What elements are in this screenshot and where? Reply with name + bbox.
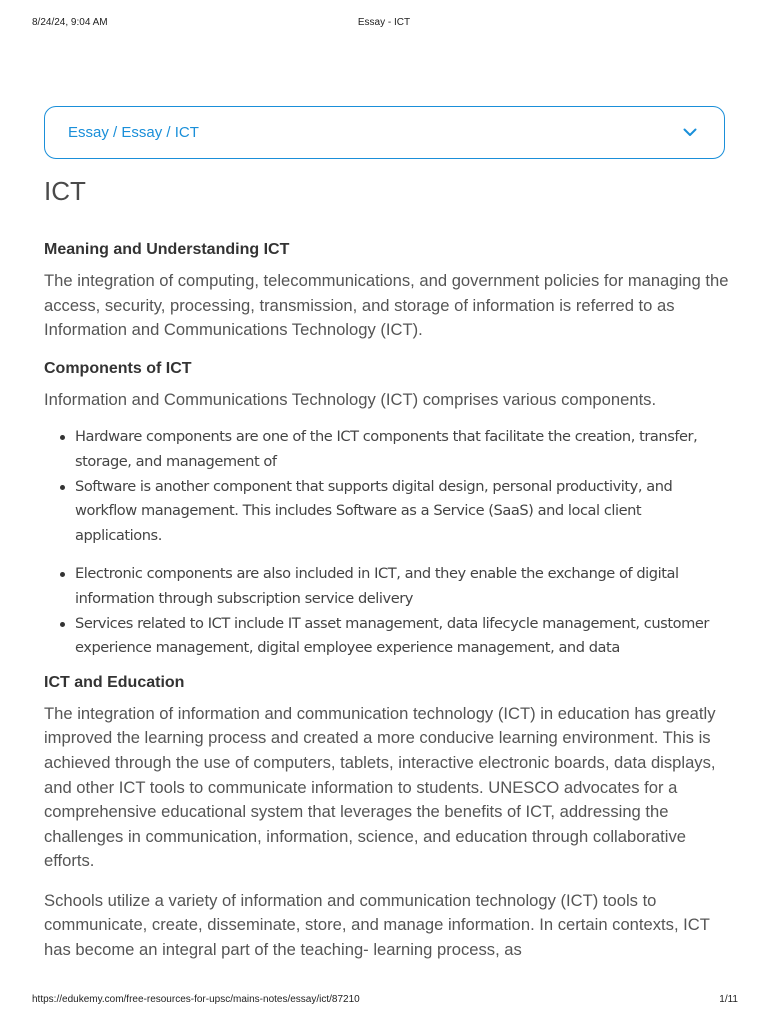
print-doc-title: Essay - ICT	[357, 17, 411, 28]
print-header	[0, 17, 768, 31]
print-url: https://edukemy.com/free-resources-for-upsc/mains-notes/essay/ict/87210	[32, 994, 360, 1005]
list-item: Hardware components are one of the ICT components that facilitate the creation, transfer, storage, and management of	[58, 425, 729, 474]
paragraph-meaning: The integration of computing, telecommunications, and government policies for managing the access, security, processing, transmission, and storage of information is referred to as Information and Communications Technology (ICT).	[44, 271, 729, 340]
page-title: ICT	[44, 176, 86, 206]
components-list	[58, 425, 729, 548]
page-number: 1/11	[719, 994, 738, 1005]
print-datetime: 8/24/24, 9:04 AM	[32, 17, 108, 28]
article-body	[44, 238, 729, 963]
components-list	[58, 562, 729, 660]
paragraph-education: Schools utilize a variety of information and communication technology (ICT) tools to communicate, create, disseminate, store, and manage information. In certain contexts, ICT has become an integral part of the teaching- learning process, as	[44, 890, 710, 960]
breadcrumb[interactable]: Essay / Essay / ICT	[68, 124, 199, 141]
list-item: Services related to ICT include IT asset management, data lifecycle management, customer experience management, digital employee experience management, and data	[58, 612, 729, 661]
paragraph-education: The integration of information and communication technology (ICT) in education has greatly improved the learning process and created a more conducive learning environment. This is achieved through the use of computers, tablets, interactive electronic boards, data displays, and other ICT tools to communicate information to students. UNESCO advocates for a comprehensive educational system that leverages the benefits of ICT, addressing the challenges in communication, information, science, and education through collaborative efforts.	[44, 703, 716, 871]
paragraph-components-intro: Information and Communications Technology (ICT) comprises various components.	[44, 389, 657, 409]
list-item: Software is another component that supports digital design, personal productivity, and workflow management. This includes Software as a Service (SaaS) and local client applications.	[58, 475, 729, 549]
heading-education: ICT and Education	[44, 673, 185, 691]
heading-components: Components of ICT	[44, 359, 192, 377]
chevron-down-icon[interactable]	[682, 125, 698, 141]
list-item: Electronic components are also included in ICT, and they enable the exchange of digital information through subscription service delivery	[58, 562, 729, 611]
heading-meaning: Meaning and Understanding ICT	[44, 241, 290, 258]
breadcrumb-dropdown[interactable]	[44, 106, 725, 159]
print-footer	[0, 994, 768, 1008]
